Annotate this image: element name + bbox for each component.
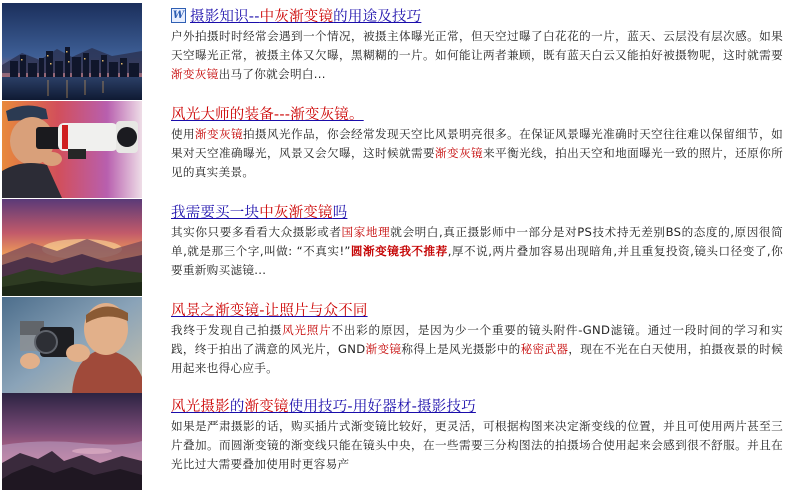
title-segment: 摄影知识-- — [190, 8, 260, 25]
snippet-text: 就会明白,真正摄影师中一部分是对PS技术持无差别BS的态度的,原因很简单,就是那三个字,叫做: “不真实!” — [171, 225, 783, 258]
mountain-sunset-image — [2, 199, 142, 296]
result-body — [171, 393, 783, 474]
title-segment-highlight: 渐变镜 — [215, 302, 260, 319]
snippet-text: 出马了你就会明白... — [218, 67, 326, 81]
title-segment-highlight: 中灰渐变镜 — [259, 8, 334, 25]
result-snippet — [171, 321, 783, 378]
result-snippet — [171, 223, 783, 280]
title-segment: 使用技巧-用好器材-摄影技巧 — [288, 398, 476, 415]
snippet-keyword: 渐变灰镜 — [171, 67, 219, 81]
result-body — [171, 199, 783, 280]
title-segment: 吗 — [332, 204, 348, 221]
result-title-link[interactable] — [171, 201, 347, 222]
title-segment-highlight: 风光大师的装备---渐变灰镜。 — [171, 106, 364, 123]
city-skyline-image — [2, 3, 142, 100]
snippet-keyword: 渐变灰镜 — [435, 146, 484, 160]
snippet-text: 拍摄风光作品，你会经常发现天空比风景明亮很多。在保证风景曝光准确时天空往往难以保留细节，如果对天空准确曝光，风景又会欠曝，这时候就需要 — [171, 127, 783, 160]
snippet-text: 不出彩的原因，是因为少一个重要的镜头附件-GND滤镜。通过一段时间的学习和实践，终于拍出了满意的风光片，GND — [171, 323, 784, 356]
snippet-text: 称得上是风光摄影中的 — [401, 342, 521, 356]
result-snippet — [171, 417, 783, 474]
result-thumbnail-photographer-filter[interactable] — [2, 297, 142, 394]
title-segment: 的用途及技巧 — [333, 8, 422, 25]
coastal-rocks-image — [2, 393, 142, 490]
snippet-text: 如果是严肃摄影的话，购买插片式渐变镜比较好，更灵活，可根据构图来决定渐变线的位置，并且可使用两片甚至三片叠加。而圆渐变镜的渐变线只能在镜头中央，在一些需要三分构图法的拍摄场合使用起来会感到很不舒服。并且在光比过大需要叠加使用时更容易产 — [171, 419, 783, 471]
snippet-text: 使用 — [171, 127, 196, 141]
result-thumbnail-mountain-sunset[interactable] — [2, 199, 142, 296]
title-segment-highlight: 中灰渐变镜 — [259, 204, 333, 221]
photographer-filter-image — [2, 297, 142, 394]
result-snippet — [171, 27, 783, 84]
result-body — [171, 101, 783, 182]
result-body — [171, 3, 783, 84]
snippet-text: 来平衡光线，拍出天空和地面曝光一致的照片，还原你所见的真实美景。 — [171, 146, 783, 179]
snippet-keyword: 风光照片 — [282, 323, 332, 337]
result-thumbnail-city-skyline[interactable] — [2, 3, 142, 100]
photographer-image — [2, 101, 142, 198]
result-thumbnail-photographer[interactable] — [2, 101, 142, 198]
result-thumbnail-coastal-rocks[interactable] — [2, 393, 142, 490]
result-item — [0, 393, 790, 479]
snippet-text: ,厚不说,两片叠加容易出现暗角,并且重复投资,镜头口径变了,你要重新购买滤镜... — [171, 244, 784, 277]
result-title-link[interactable] — [171, 395, 476, 416]
result-title-link[interactable] — [171, 299, 368, 320]
snippet-text: 我终于发现自己拍摄 — [171, 323, 283, 337]
snippet-text: 其实你只要多看看大众摄影或者 — [171, 225, 342, 239]
snippet-keyword-emphasis: 圆渐变镜我不推荐 — [350, 244, 448, 258]
title-segment-highlight: 风景之 — [171, 302, 216, 319]
result-item — [0, 199, 790, 297]
result-title-line — [171, 101, 783, 125]
snippet-text: 户外拍摄时时经常会遇到一个情况，被摄主体曝光正常，但天空过曝了白花花的一片，蓝天、云层没有层次感。如果天空曝光正常，被摄主体又欠曝，黑糊糊的一片。如何能让两者兼顾，既有蓝天白云又能拍好被摄物呢，这时就需要 — [171, 29, 783, 62]
result-title-line — [171, 199, 783, 223]
result-title-line — [171, 297, 783, 321]
snippet-keyword: 秘密武器 — [520, 342, 569, 356]
result-item — [0, 101, 790, 199]
title-segment: 的 — [229, 398, 245, 415]
result-title-link[interactable] — [171, 103, 364, 124]
snippet-keyword: 国家地理 — [341, 225, 391, 239]
title-segment-highlight: 风光摄影 — [171, 398, 230, 415]
result-item — [0, 3, 790, 101]
wiki-badge-icon: W — [172, 9, 185, 21]
title-segment-highlight: -让照片与众不同 — [259, 302, 368, 319]
title-segment-highlight: 渐变镜 — [244, 398, 289, 415]
result-title-line — [171, 393, 783, 417]
title-segment: 我需要买一块 — [171, 204, 260, 221]
snippet-keyword: 渐变镜 — [365, 342, 402, 356]
result-title-line — [171, 3, 783, 27]
snippet-keyword: 渐变灰镜 — [195, 127, 244, 141]
snippet-text: ，现在不光在白天使用，拍摄夜景的时候用起来也得心应手。 — [171, 342, 784, 375]
result-item — [0, 297, 790, 395]
result-title-link[interactable] — [190, 5, 421, 26]
result-body — [171, 297, 783, 378]
result-snippet — [171, 125, 783, 182]
